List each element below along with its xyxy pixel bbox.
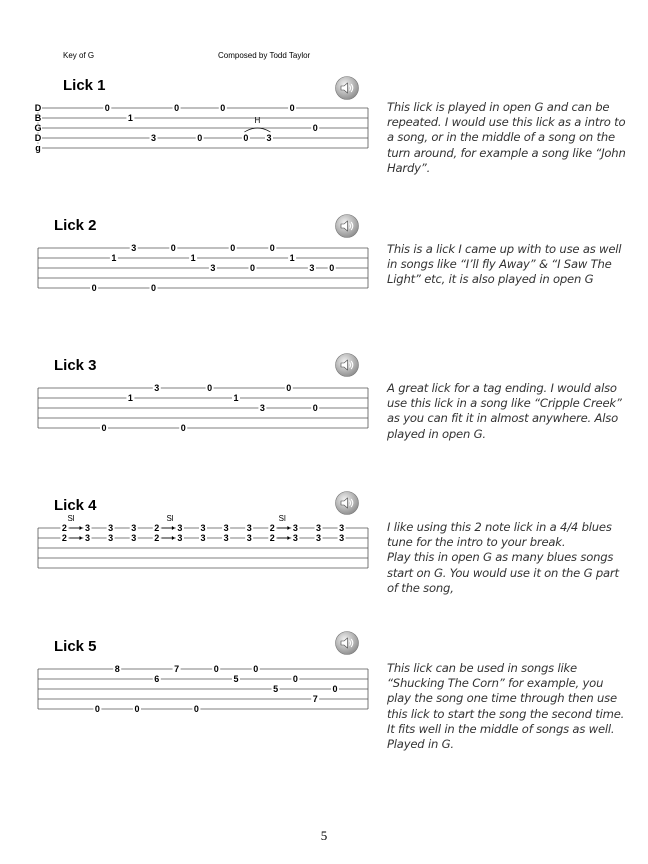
- tab-note: 3: [131, 243, 137, 253]
- tab-note: 0: [101, 423, 107, 433]
- hammer-on-arc: [244, 128, 270, 132]
- tab-note: 0: [289, 103, 295, 113]
- tab-note: 3: [339, 533, 345, 543]
- tab-note: 0: [230, 243, 236, 253]
- page-number: 5: [320, 828, 328, 843]
- tab-note: 7: [174, 664, 180, 674]
- tab-note: 8: [114, 664, 120, 674]
- slide-arrow: [287, 526, 290, 530]
- tab-note: 1: [233, 393, 239, 403]
- lick-2-description: This is a lick I came up with to use as well in songs like “I’ll fly Away” & “I Saw The Light” etc, it is also played in open G: [387, 242, 622, 287]
- audio-speaker-icon[interactable]: [335, 353, 359, 377]
- tab-note: 1: [111, 253, 117, 263]
- tab-note: 1: [289, 253, 295, 263]
- technique-label: Sl: [278, 514, 286, 523]
- tab-note: 0: [91, 283, 97, 293]
- tab-note: 1: [127, 113, 133, 123]
- tab-note: 5: [233, 674, 239, 684]
- tab-note: 0: [193, 704, 199, 714]
- tab-note: 3: [200, 523, 206, 533]
- tab-note: 3: [131, 523, 137, 533]
- tab-string-label: D: [34, 103, 42, 113]
- lick-3-title: Lick 3: [54, 357, 97, 374]
- tab-note: 3: [177, 523, 183, 533]
- lick-2-tablature: [30, 240, 370, 300]
- lick-4-title: Lick 4: [54, 497, 97, 514]
- tab-note: 0: [286, 383, 292, 393]
- tab-note: 7: [312, 694, 318, 704]
- lick-3-description: A great lick for a tag ending. I would also use this lick in a song like “Cripple Creek” as you can fit it in almost anywhere. Also played in open G.: [387, 381, 622, 441]
- slide-arrow: [172, 536, 175, 540]
- tab-note: 3: [108, 523, 114, 533]
- tab-note: 2: [61, 523, 67, 533]
- lick-4-description: I like using this 2 note lick in a 4/4 blues tune for the intro to your break. Play this in open G as many blues songs start on G. You would use it on the G part of the song,: [387, 520, 619, 595]
- slide-arrow: [80, 536, 83, 540]
- tab-note: 3: [315, 523, 322, 533]
- tab-note: 0: [174, 103, 180, 113]
- tab-note: 3: [177, 533, 183, 543]
- tab-note: 3: [154, 383, 160, 393]
- technique-label: H: [254, 116, 261, 125]
- tab-note: 0: [220, 103, 226, 113]
- tab-note: 0: [150, 283, 157, 293]
- tab-note: 3: [108, 533, 114, 543]
- tab-note: 0: [312, 403, 318, 413]
- tab-note: 0: [249, 263, 256, 273]
- tab-note: 3: [84, 523, 91, 533]
- tab-note: 3: [315, 533, 322, 543]
- tab-note: 3: [246, 533, 252, 543]
- slide-arrow: [80, 526, 83, 530]
- tab-note: 3: [266, 133, 272, 143]
- lick-5-tablature: [30, 661, 370, 721]
- audio-speaker-icon[interactable]: [335, 214, 359, 238]
- slide-arrow: [172, 526, 175, 530]
- tab-note: 0: [207, 383, 213, 393]
- tab-note: 2: [154, 523, 160, 533]
- lick-5-title: Lick 5: [54, 638, 97, 655]
- lick-4-tablature: [30, 514, 370, 580]
- tab-note: 6: [154, 674, 160, 684]
- lick-5-description: This lick can be used in songs like “Shucking The Corn” for example, you play the song one time through then use this lick to start the song the second time. It fits well in the middle of songs as well. Played in G.: [387, 661, 625, 752]
- slide-arrow: [287, 536, 290, 540]
- tab-note: 3: [150, 133, 157, 143]
- tab-note: 0: [312, 123, 318, 133]
- tab-note: 2: [269, 533, 275, 543]
- lick-3-tablature: [30, 380, 370, 440]
- audio-speaker-icon[interactable]: [335, 631, 359, 655]
- tab-note: 0: [243, 133, 249, 143]
- tab-note: 0: [104, 103, 110, 113]
- tab-note: 3: [223, 523, 229, 533]
- key-label: Key of G: [63, 51, 95, 60]
- tab-string-label: G: [34, 123, 42, 133]
- tab-note: 3: [339, 523, 345, 533]
- tab-note: 3: [210, 263, 216, 273]
- tab-note: 0: [332, 684, 338, 694]
- tab-note: 2: [61, 533, 67, 543]
- tab-note: 0: [197, 133, 203, 143]
- tab-note: 0: [170, 243, 176, 253]
- technique-label: Sl: [166, 514, 174, 523]
- composer-label: Composed by Todd Taylor: [218, 51, 311, 60]
- tab-note: 1: [190, 253, 196, 263]
- tab-note: 1: [127, 393, 133, 403]
- tab-note: 3: [200, 533, 206, 543]
- tab-note: 5: [273, 684, 279, 694]
- tab-note: 3: [259, 403, 265, 413]
- tab-note: 3: [84, 533, 91, 543]
- tab-note: 3: [131, 533, 137, 543]
- tab-note: 3: [246, 523, 252, 533]
- tab-note: 2: [154, 533, 160, 543]
- tab-string-label: g: [35, 143, 41, 153]
- lick-2-title: Lick 2: [54, 217, 97, 234]
- tab-note: 3: [292, 533, 298, 543]
- tab-string-label: D: [34, 133, 42, 143]
- lick-1-tablature: [30, 100, 370, 160]
- lick-1-title: Lick 1: [63, 77, 106, 94]
- tab-note: 3: [223, 533, 229, 543]
- audio-speaker-icon[interactable]: [335, 76, 359, 100]
- tab-string-label: B: [34, 113, 42, 123]
- tab-note: 0: [329, 263, 335, 273]
- tab-note: 2: [269, 523, 275, 533]
- tab-note: 3: [309, 263, 315, 273]
- tab-note: 0: [269, 243, 275, 253]
- tab-note: 0: [253, 664, 259, 674]
- lick-1-description: This lick is played in open G and can be repeated. I would use this lick as a intro to a song, or in the middle of a song on the turn around, for example a song like “John Hardy”.: [387, 100, 626, 175]
- tab-note: 0: [94, 704, 100, 714]
- technique-label: Sl: [67, 514, 75, 523]
- tab-note: 0: [292, 674, 298, 684]
- tab-note: 0: [180, 423, 186, 433]
- tab-note: 3: [292, 523, 298, 533]
- tab-note: 0: [134, 704, 140, 714]
- audio-speaker-icon[interactable]: [335, 491, 359, 515]
- tab-note: 0: [213, 664, 219, 674]
